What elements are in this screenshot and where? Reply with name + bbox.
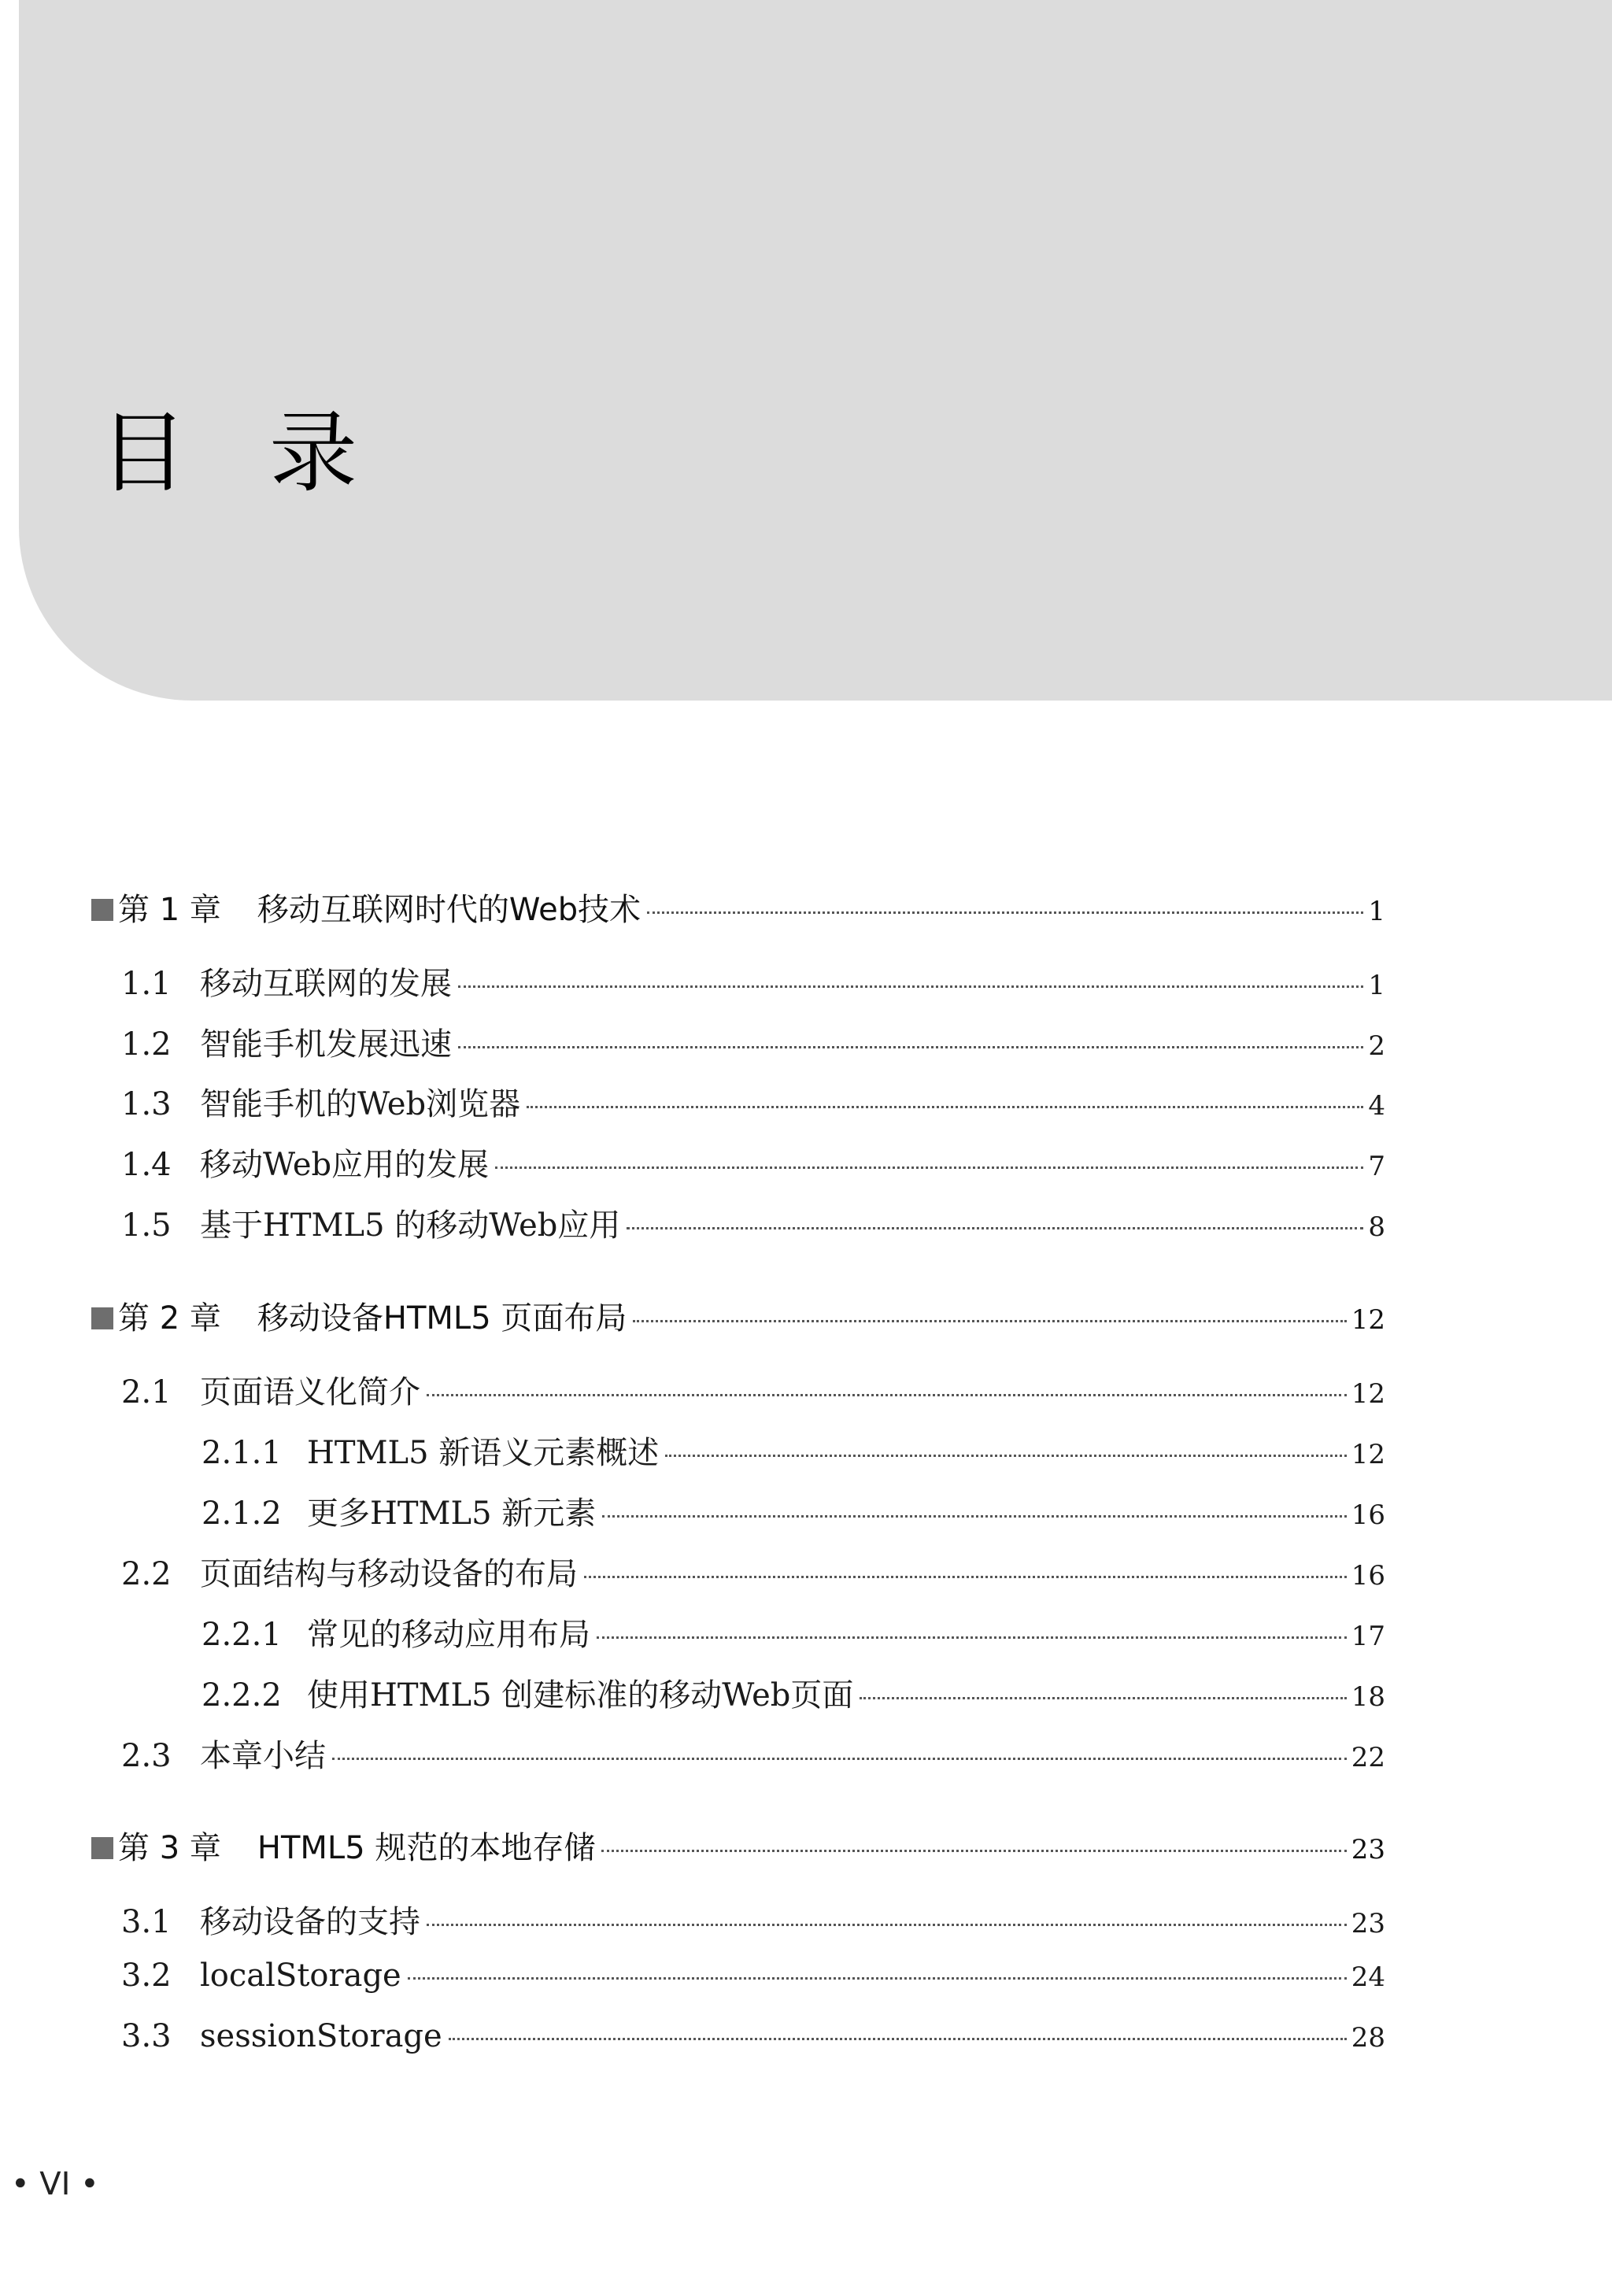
toc-section-1-5[interactable] — [121, 1200, 1385, 1248]
page-number: 12 — [1351, 1439, 1385, 1470]
section-title: sessionStorage — [200, 2018, 442, 2054]
toc-section-2-3[interactable] — [121, 1731, 1385, 1778]
page-number: 7 — [1368, 1151, 1385, 1182]
page-number: 1 — [1368, 896, 1385, 927]
section-title: 移动Web应用的发展 — [200, 1147, 490, 1183]
dot-leader — [633, 1320, 1346, 1322]
dot-leader — [860, 1697, 1346, 1699]
page-number: 18 — [1351, 1681, 1385, 1713]
toc-subsection-2-2-2[interactable] — [202, 1670, 1385, 1717]
dot-leader — [647, 911, 1363, 914]
page-number: 23 — [1351, 1908, 1385, 1939]
toc-chapter-3[interactable] — [91, 1823, 1385, 1870]
section-title: 页面结构与移动设备的布局 — [200, 1556, 578, 1592]
page-number: 12 — [1351, 1378, 1385, 1410]
section-title: 智能手机发展迅速 — [200, 1026, 452, 1063]
section-number: 1.2 — [121, 1026, 172, 1063]
subsection-number: 2.1.1 — [202, 1435, 282, 1471]
dot-leader — [449, 2038, 1347, 2040]
toc-subsection-2-2-1[interactable] — [202, 1610, 1385, 1657]
dot-leader — [627, 1227, 1363, 1229]
dot-leader — [601, 1850, 1346, 1852]
toc-section-1-2[interactable] — [121, 1019, 1385, 1067]
square-bullet-icon — [91, 1837, 113, 1859]
toc-chapter-1[interactable] — [91, 885, 1385, 932]
page-title: 目录 — [99, 402, 439, 505]
dot-leader — [597, 1636, 1347, 1639]
chapter-number: 第 2 章 — [118, 1300, 221, 1337]
dot-leader — [665, 1455, 1346, 1457]
square-bullet-icon — [91, 1307, 113, 1329]
page-number: 2 — [1368, 1030, 1385, 1062]
chapter-title: 移动互联网时代的Web技术 — [257, 892, 641, 928]
page-number: 4 — [1368, 1090, 1385, 1122]
dot-leader — [332, 1758, 1347, 1760]
section-number: 2.3 — [121, 1738, 172, 1774]
dot-leader — [458, 1046, 1363, 1048]
toc-subsection-2-1-1[interactable] — [202, 1428, 1385, 1475]
dot-leader — [584, 1576, 1347, 1578]
page-folio: • VI • — [11, 2166, 99, 2202]
dot-leader — [427, 1924, 1347, 1926]
page-number: 1 — [1368, 970, 1385, 1001]
section-title: 基于HTML5 的移动Web应用 — [200, 1207, 621, 1244]
section-number: 2.1 — [121, 1374, 172, 1411]
dot-leader — [602, 1515, 1346, 1518]
dot-leader — [458, 985, 1363, 988]
section-number: 1.3 — [121, 1086, 172, 1122]
page-number: 16 — [1351, 1560, 1385, 1592]
section-number: 3.2 — [121, 1958, 172, 1994]
section-title: 智能手机的Web浏览器 — [200, 1086, 521, 1122]
section-title: 移动互联网的发展 — [200, 966, 452, 1002]
section-number: 2.2 — [121, 1556, 172, 1592]
chapter-number: 第 1 章 — [118, 892, 221, 928]
section-title: 页面语义化简介 — [200, 1374, 420, 1411]
section-title: 本章小结 — [200, 1738, 326, 1774]
toc-section-3-1[interactable] — [121, 1897, 1385, 1944]
page-number: 23 — [1351, 1834, 1385, 1865]
section-number: 1.5 — [121, 1207, 172, 1244]
square-bullet-icon — [91, 899, 113, 921]
toc-section-1-4[interactable] — [121, 1140, 1385, 1187]
page-number: 17 — [1351, 1621, 1385, 1652]
dot-leader — [495, 1166, 1363, 1169]
section-title: 移动设备的支持 — [200, 1904, 420, 1940]
toc-section-2-2[interactable] — [121, 1549, 1385, 1596]
toc-section-1-3[interactable] — [121, 1079, 1385, 1126]
subsection-title: 使用HTML5 创建标准的移动Web页面 — [307, 1677, 854, 1714]
toc-chapter-2[interactable] — [91, 1293, 1385, 1340]
chapter-title: HTML5 规范的本地存储 — [257, 1830, 596, 1866]
subsection-title: HTML5 新语义元素概述 — [307, 1435, 660, 1471]
chapter-title: 移动设备HTML5 页面布局 — [257, 1300, 627, 1337]
toc-section-2-1[interactable] — [121, 1367, 1385, 1414]
section-title: localStorage — [200, 1958, 401, 1994]
chapter-number: 第 3 章 — [118, 1830, 221, 1866]
page-number: 24 — [1351, 1961, 1385, 1993]
subsection-number: 2.2.1 — [202, 1617, 282, 1653]
dot-leader — [427, 1394, 1347, 1396]
page-number: 22 — [1351, 1742, 1385, 1773]
page-number: 16 — [1351, 1499, 1385, 1531]
subsection-number: 2.2.2 — [202, 1677, 282, 1714]
subsection-title: 更多HTML5 新元素 — [307, 1496, 597, 1532]
page-number: 12 — [1351, 1304, 1385, 1336]
toc-subsection-2-1-2[interactable] — [202, 1488, 1385, 1536]
toc-section-3-2[interactable] — [121, 1958, 1385, 2005]
page-number: 8 — [1368, 1211, 1385, 1243]
section-number: 1.4 — [121, 1147, 172, 1183]
dot-leader — [408, 1977, 1347, 1980]
subsection-number: 2.1.2 — [202, 1496, 282, 1532]
dot-leader — [527, 1106, 1363, 1108]
toc-section-1-1[interactable] — [121, 959, 1385, 1006]
section-number: 3.1 — [121, 1904, 172, 1940]
section-number: 1.1 — [121, 966, 172, 1002]
subsection-title: 常见的移动应用布局 — [307, 1617, 590, 1653]
section-number: 3.3 — [121, 2018, 172, 2054]
page-number: 28 — [1351, 2022, 1385, 2054]
toc-section-3-3[interactable] — [121, 2018, 1385, 2065]
